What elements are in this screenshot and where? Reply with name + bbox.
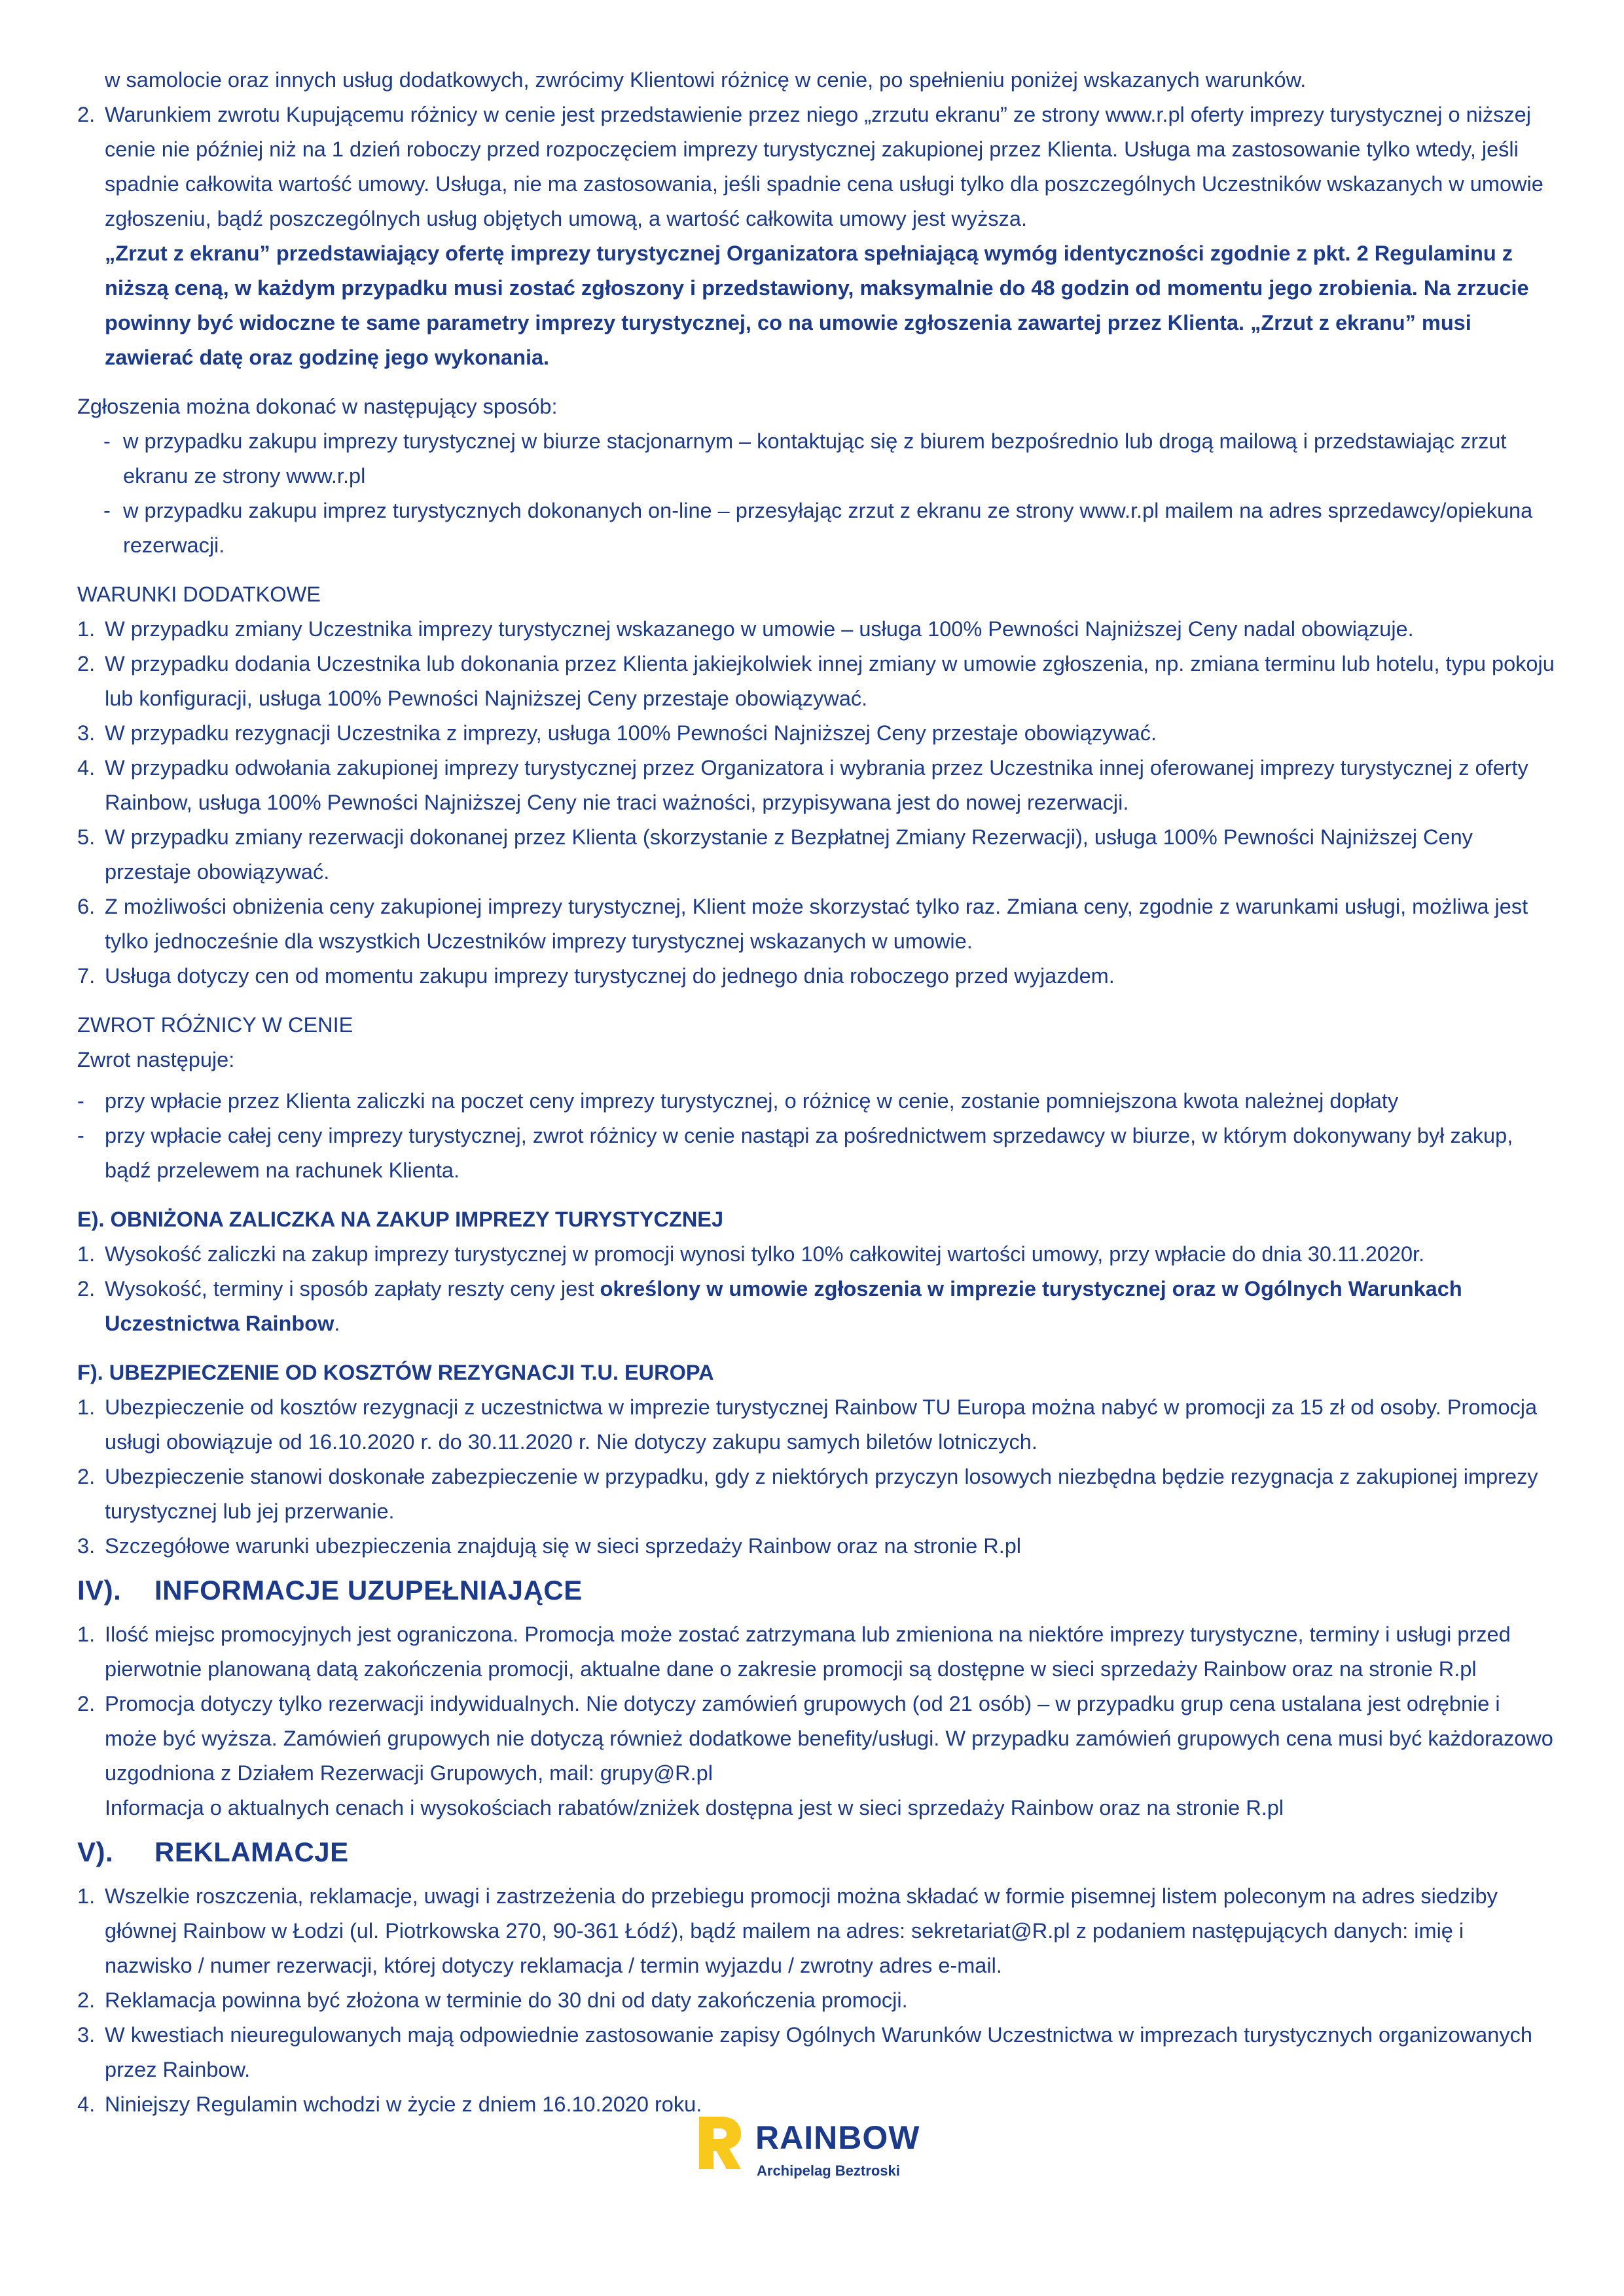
logo-tagline: Archipelag Beztroski <box>757 2162 900 2179</box>
list-item: 4. W przypadku odwołania zakupionej imprezy turystycznej przez Organizatora i wybrania przez Uczestnika innej oferowanej imprezy turystycznej z oferty Rainbow, usługa 100% Pewności Najniższej Ceny nie traci ważności, przypisywana jest do nowej rezerwacji. <box>77 756 1528 814</box>
list-item: 7. Usługa dotyczy cen od momentu zakupu imprezy turystycznej do jednego dnia roboczego przed wyjazdem. <box>77 964 1115 988</box>
section-e-bold: określony w umowie zgłoszenia w imprezie turystycznej oraz w Ogólnych Warunkach Uczestnictwa Rainbow <box>105 1277 1462 1335</box>
section-iv-extra: Informacja o aktualnych cenach i wysokościach rabatów/zniżek dostępna jest w sieci sprzedaży Rainbow oraz na stronie R.pl <box>105 1796 1284 1820</box>
regulation-text <box>77 63 1557 2122</box>
additional-heading: WARUNKI DODATKOWE <box>77 583 321 606</box>
section-v-list <box>77 1879 1557 2122</box>
list-item: 2. W przypadku dodania Uczestnika lub dokonania przez Klienta jakiejkolwiek innej zmiany w umowie zgłoszenia, np. zmiana terminu lub hotelu, typu pokoju lub konfiguracji, usługa 100% Pewności Najniższej Ceny przestaje obowiązywać. <box>77 652 1555 710</box>
section-v-heading: V). REKLAMACJE <box>77 1837 349 1867</box>
logo-wordmark: RAINBOW <box>755 2119 920 2156</box>
list-item: 4. Niniejszy Regulamin wchodzi w życie z dniem 16.10.2020 roku. <box>77 2092 702 2116</box>
list-item: 5. W przypadku zmiany rezerwacji dokonanej przez Klienta (skorzystanie z Bezpłatnej Zmiany Rezerwacji), usługa 100% Pewności Najniższej Ceny przestaje obowiązywać. <box>77 825 1473 884</box>
intro-item-2 <box>77 98 1557 375</box>
list-item: 2. Wysokość, terminy i sposób zapłaty reszty ceny jest określony w umowie zgłoszenia w imprezie turystycznej oraz w Ogólnych Warunkach Uczestnictwa Rainbow. <box>77 1277 1462 1335</box>
list-item: 1. Wysokość zaliczki na zakup imprezy turystycznej w promocji wynosi tylko 10% całkowitej wartości umowy, przy wpłacie do dnia 30.11.2020r. <box>77 1242 1425 1266</box>
intro-list <box>77 98 1557 375</box>
list-item: 3. Szczegółowe warunki ubezpieczenia znajdują się w sieci sprzedaży Rainbow oraz na stronie R.pl <box>77 1534 1022 1558</box>
list-item: - w przypadku zakupu imprez turystycznych dokonanych on-line – przesyłając zrzut z ekranu ze strony www.r.pl mailem na adres sprzedawcy/opiekuna rezerwacji. <box>103 499 1533 557</box>
list-item: 2. Promocja dotyczy tylko rezerwacji indywidualnych. Nie dotyczy zamówień grupowych (od 21 osób) – w przypadku grup cena ustalana jest odrębnie i może być wyższa. Zamówień grupowych nie dotyczą również dodatkowe benefity/usługi. W przypadku zamówień grupowych cena musi być każdorazowo uzgodniona z Działem Rezerwacji Grupowych, mail: grupy@R.pl Informacja o aktualnych cenach i wysokościach rabatów/zniżek dostępna jest w sieci sprzedaży Rainbow oraz na stronie R.pl <box>77 1687 1557 1825</box>
list-item: - w przypadku zakupu imprezy turystycznej w biurze stacjonarnym – kontaktując się z biurem bezpośrednio lub drogą mailową i przedstawiając zrzut ekranu ze strony www.r.pl <box>103 429 1507 488</box>
list-item: 6. Z możliwości obniżenia ceny zakupionej imprezy turystycznej, Klient może skorzystać tylko raz. Zmiana ceny, zgodnie z warunkami usługi, możliwa jest tylko jednocześnie dla wszystkich Uczestników imprezy turystycznej wskazanych w umowie. <box>77 895 1528 953</box>
list-item: 3. W przypadku rezygnacji Uczestnika z imprezy, usługa 100% Pewności Najniższej Ceny przestaje obowiązywać. <box>77 721 1157 745</box>
reporting-lead: Zgłoszenia można dokonać w następujący sposób: <box>77 395 558 418</box>
list-item: - przy wpłacie całej ceny imprezy turystycznej, zwrot różnicy w cenie nastąpi za pośrednictwem sprzedawcy w biurze, w którym dokonywany był zakup, bądź przelewem na rachunek Klienta. <box>77 1124 1513 1182</box>
intro-continuation: w samolocie oraz innych usług dodatkowych, zwrócimy Klientowi różnicę w cenie, po spełnieniu poniżej wskazanych warunków. <box>105 68 1307 92</box>
list-item: 2. Reklamacja powinna być złożona w terminie do 30 dni od daty zakończenia promocji. <box>77 1988 908 2012</box>
intro-item-2-bold: „Zrzut z ekranu” przedstawiający ofertę imprezy turystycznej Organizatora spełniającą wymóg identyczności zgodnie z pkt. 2 Regulaminu z niższą ceną, w każdym przypadku musi zostać zgłoszony i przedstawiony, maksymalnie do 48 godzin od momentu jego zrobienia. Na zrzucie powinny być widoczne te same parametry imprezy turystycznej, co na umowie zgłoszenia zawartej przez Klienta. „Zrzut z ekranu” musi zawierać datę oraz godzinę jego wykonania. <box>105 242 1529 369</box>
list-item: - przy wpłacie przez Klienta zaliczki na poczet ceny imprezy turystycznej, o różnicę w cenie, zostanie pomniejszona kwota należnej dopłaty <box>77 1089 1399 1113</box>
list-item: 1. Ilość miejsc promocyjnych jest ograniczona. Promocja może zostać zatrzymana lub zmieniona na niektóre imprezy turystyczne, terminy i usługi przed pierwotnie planowaną datą zakończenia promocji, aktualne dane o zakresie promocji są dostępne w sieci sprzedaży Rainbow oraz na stronie R.pl <box>77 1623 1511 1681</box>
item-number: 2. <box>77 103 96 126</box>
intro-item-2-text: Warunkiem zwrotu Kupującemu różnicy w cenie jest przedstawienie przez niego „zrzutu ekranu” ze strony www.r.pl oferty imprezy turystycznej o niższej cenie nie później niż na 1 dzień roboczy przed rozpoczęciem imprezy turystycznej zakupionej przez Klienta. Usługa ma zastosowanie tylko wtedy, jeśli spadnie całkowita wartość umowy. Usługa, nie ma zastosowania, jeśli spadnie cena usługi tylko dla poszczególnych Uczestników wskazanych w umowie zgłoszeniu, bądź poszczególnych usług objętych umową, a wartość całkowita umowy jest wyższa. <box>105 103 1543 230</box>
list-item: 2. Ubezpieczenie stanowi doskonałe zabezpieczenie w przypadku, gdy z niektórych przyczyn losowych niezbędna będzie rezygnacja z zakupionej imprezy turystycznej lub jej przerwanie. <box>77 1465 1538 1523</box>
section-e-heading: E). OBNIŻONA ZALICZKA NA ZAKUP IMPREZY TURYSTYCZNEJ <box>77 1208 724 1231</box>
refund-lead: Zwrot następuje: <box>77 1048 235 1071</box>
rainbow-logo <box>694 2113 929 2198</box>
additional-list <box>77 612 1557 994</box>
list-item: 1. W przypadku zmiany Uczestnika imprezy turystycznej wskazanego w umowie – usługa 100% Pewności Najniższej Ceny nadal obowiązuje. <box>77 617 1414 641</box>
list-item: 3. W kwestiach nieuregulowanych mają odpowiednie zastosowanie zapisy Ogólnych Warunków Uczestnictwa w imprezach turystycznych organizowanych przez Rainbow. <box>77 2023 1532 2081</box>
rainbow-r-icon <box>694 2113 745 2173</box>
list-item: 1. Wszelkie roszczenia, reklamacje, uwagi i zastrzeżenia do przebiegu promocji można składać w formie pisemnej listem poleconym na adres siedziby głównej Rainbow w Łodzi (ul. Piotrkowska 270, 90-361 Łódź), bądź mailem na adres: sekretariat@R.pl z podaniem następujących danych: imię i nazwisko / numer rezerwacji, której dotyczy reklamacja / termin wyjazdu / zwrotny adres e-mail. <box>77 1884 1498 1977</box>
section-f-list <box>77 1390 1557 1564</box>
section-f-heading: F). UBEZPIECZENIE OD KOSZTÓW REZYGNACJI T.U. EUROPA <box>77 1361 714 1384</box>
section-iv-heading: IV). INFORMACJE UZUPEŁNIAJĄCE <box>77 1575 583 1605</box>
section-e-list <box>77 1237 1557 1341</box>
refund-heading: ZWROT RÓŻNICY W CENIE <box>77 1013 353 1037</box>
section-iv-list <box>77 1617 1557 1825</box>
refund-list <box>77 1084 1557 1188</box>
list-item: 1. Ubezpieczenie od kosztów rezygnacji z uczestnictwa w imprezie turystycznej Rainbow TU Europa można nabyć w promocji za 15 zł od osoby. Promocja usługi obowiązuje od 16.10.2020 r. do 30.11.2020 r. Nie dotyczy zakupu samych biletów lotniczych. <box>77 1395 1538 1454</box>
reporting-list <box>77 424 1557 563</box>
